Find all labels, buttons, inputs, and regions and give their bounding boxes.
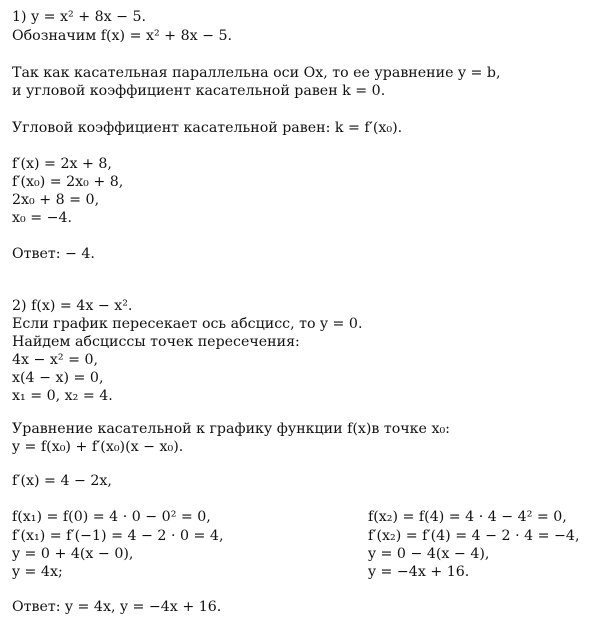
part1-denote: Обозначим f(x) = x² + 8x − 5.	[12, 28, 233, 44]
part1-step: 2x₀ + 8 = 0,	[12, 192, 100, 208]
part2-left-step: y = 4x;	[12, 564, 63, 580]
part1-tangent-parallel: Так как касательная параллельна оси Ox, то ее уравнение y = b,	[12, 65, 501, 81]
part2-answer: Ответ: y = 4x, y = −4x + 16.	[12, 599, 222, 615]
part2-left-step: y = 0 + 4(x − 0),	[12, 546, 134, 562]
part1-step: x₀ = −4.	[12, 210, 73, 226]
part1-slope-zero: и угловой коэффициент касательной равен k = 0.	[12, 83, 386, 99]
part2-right-step: y = 0 − 4(x − 4),	[368, 546, 490, 562]
part1-step: f′(x₀) = 2x₀ + 8,	[12, 174, 124, 190]
part1-answer: Ответ: − 4.	[12, 246, 95, 262]
part1-problem: 1) y = x² + 8x − 5.	[12, 9, 147, 25]
part2-derivative: f′(x) = 4 − 2x,	[12, 473, 112, 489]
part1-slope-rule: Угловой коэффициент касательной равен: k = f′(x₀).	[12, 120, 403, 136]
part2-tangent-formula: y = f(x₀) + f′(x₀)(x − x₀).	[12, 439, 184, 455]
part2-problem: 2) f(x) = 4x − x².	[12, 298, 133, 314]
part2-intersect: Если график пересекает ось абсцисс, то y = 0.	[12, 316, 363, 332]
part1-step: f′(x) = 2x + 8,	[12, 156, 112, 172]
part2-right-step: f(x₂) = f(4) = 4 · 4 − 4² = 0,	[368, 509, 567, 525]
part2-left-step: f′(x₁) = f′(−1) = 4 − 2 · 0 = 4,	[12, 528, 224, 544]
part2-points-step: x(4 − x) = 0,	[12, 370, 104, 386]
part2-points-step: 4x − x² = 0,	[12, 352, 99, 368]
part2-points-step: x₁ = 0, x₂ = 4.	[12, 388, 113, 404]
part2-find-points: Найдем абсциссы точек пересечения:	[12, 334, 300, 350]
part2-right-step: y = −4x + 16.	[368, 564, 470, 580]
part2-tangent-intro: Уравнение касательной к графику функции f(x)в точке x₀:	[12, 421, 450, 437]
part2-left-step: f(x₁) = f(0) = 4 · 0 − 0² = 0,	[12, 509, 211, 525]
part2-right-step: f′(x₂) = f′(4) = 4 − 2 · 4 = −4,	[368, 528, 580, 544]
